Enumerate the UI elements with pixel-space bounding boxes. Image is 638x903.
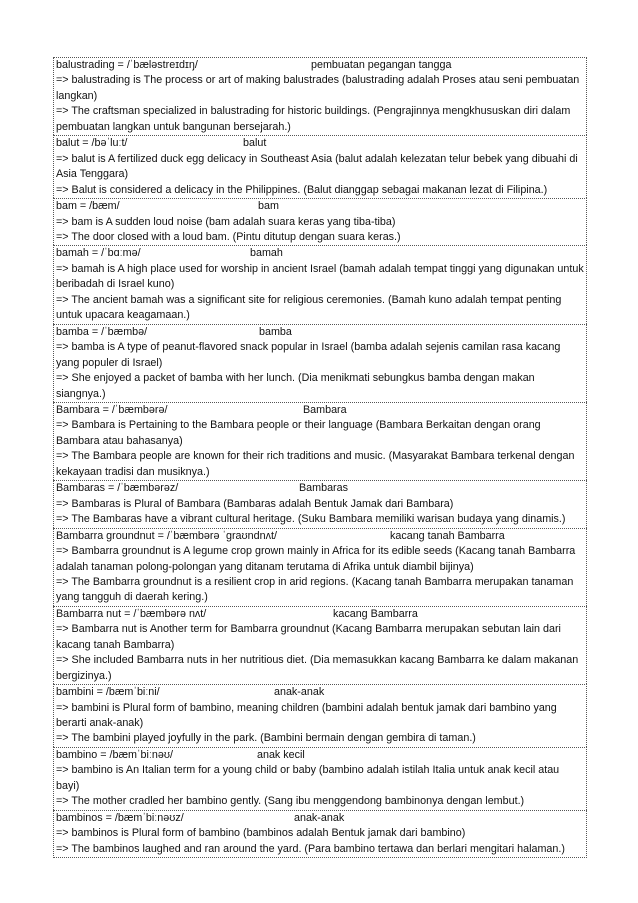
- definition: => Bambara is Pertaining to the Bambara people or their language (Bambara Berkaitan dengan orang Bambara atau bahasanya): [56, 419, 541, 447]
- dictionary-entry: [53, 606, 587, 684]
- translation: bam: [258, 200, 279, 213]
- headword: bambinos = /bæmˈbiːnəʊz/: [56, 811, 184, 824]
- headword: bamah = /ˈbɑːmə/: [56, 247, 141, 260]
- translation: Bambaras: [299, 482, 348, 495]
- headword: balut = /bəˈluːt/: [56, 137, 128, 150]
- definition: => balut is A fertilized duck egg delicacy in Southeast Asia (balut adalah kelezatan telur bebek yang dibuahi di Asia Tenggara): [56, 152, 578, 181]
- dictionary-entry: [53, 324, 587, 402]
- definition: => Bambaras is Plural of Bambara (Bambaras adalah Bentuk Jamak dari Bambara): [56, 497, 454, 510]
- dictionary-entry: [53, 684, 587, 747]
- example-sentence: => The Bambaras have a vibrant cultural heritage. (Suku Bambara memiliki warisan budaya yang dinamis.): [56, 513, 566, 526]
- translation: bamba: [259, 325, 292, 338]
- translation: anak-anak: [274, 686, 325, 699]
- dictionary-entry: [53, 198, 587, 245]
- headword: bambini = /bæmˈbiːni/: [56, 686, 160, 699]
- translation: anak-anak: [294, 811, 345, 824]
- headword: Bambarra groundnut = /ˈbæmbərə ˈɡraʊndnʌt/: [56, 529, 277, 542]
- translation: Bambara: [303, 403, 347, 416]
- example-sentence: => She enjoyed a packet of bamba with her lunch. (Dia menikmati sebungkus bamba dengan makan siangnya.): [56, 372, 535, 400]
- example-sentence: => The Bambarra groundnut is a resilient crop in arid regions. (Kacang tanah Bambarra merupakan tanaman yang tangguh di daerah kering.): [56, 575, 574, 604]
- definition: => Bambarra groundnut is A legume crop grown mainly in Africa for its edible seeds (Kacang tanah Bambarra adalah tanaman polong-polongan yang ditanam terutama di Afrika untuk diambil bijinya): [56, 545, 576, 573]
- example-sentence: => The Bambara people are known for their rich traditions and music. (Masyarakat Bambara terkenal dengan kekayaan tradisi dan musiknya.): [56, 450, 575, 478]
- dictionary-entry: [53, 480, 587, 527]
- example-sentence: => The craftsman specialized in balustrading for historic buildings. (Pengrajinnya mengkhususkan diri dalam pembuatan langkan untuk bangunan bersejarah.): [56, 105, 571, 133]
- definition: => bambino is An Italian term for a young child or baby (bambino adalah istilah Italia untuk anak kecil atau bayi): [56, 764, 560, 792]
- headword: Bambarra nut = /ˈbæmbərə nʌt/: [56, 607, 207, 620]
- example-sentence: => The bambinos laughed and ran around the yard. (Para bambino tertawa dan berlari mengitari halaman.): [56, 842, 565, 855]
- headword: balustrading = /ˈbæləstreɪdɪŋ/: [56, 59, 198, 71]
- headword: bamba = /ˈbæmbə/: [56, 325, 148, 338]
- headword: bam = /bæm/: [56, 200, 120, 213]
- translation: bamah: [250, 247, 283, 260]
- translation: pembuatan pegangan tangga: [311, 59, 452, 71]
- definition: => bambini is Plural form of bambino, meaning children (bambini adalah bentuk jamak dari bambino yang berarti anak-anak): [56, 701, 557, 730]
- example-sentence: => The mother cradled her bambino gently. (Sang ibu menggendong bambinonya dengan lembut.): [56, 795, 525, 808]
- definition: => bambinos is Plural form of bambino (bambinos adalah Bentuk jamak dari bambino): [56, 827, 466, 840]
- example-sentence: => The bambini played joyfully in the park. (Bambini bermain dengan gembira di taman.): [56, 732, 476, 745]
- example-sentence: => She included Bambarra nuts in her nutritious diet. (Dia memasukkan kacang Bambarra ke dalam makanan bergizinya.): [56, 654, 579, 682]
- translation: balut: [243, 137, 267, 150]
- dictionary-entry: [53, 810, 587, 858]
- dictionary-entry: [53, 402, 587, 480]
- translation: anak kecil: [257, 748, 305, 761]
- headword: Bambaras = /ˈbæmbərəz/: [56, 482, 179, 495]
- translation: kacang tanah Bambarra: [390, 529, 505, 542]
- definition: => balustrading is The process or art of making balustrades (balustrading adalah Proses atau seni pembuatan langkan): [56, 74, 580, 102]
- dictionary-entry: [53, 57, 587, 135]
- definition: => Bambarra nut is Another term for Bambarra groundnut (Kacang Bambarra merupakan sebutan lain dari kacang tanah Bambarra): [56, 623, 561, 651]
- example-sentence: => The door closed with a loud bam. (Pintu ditutup dengan suara keras.): [56, 230, 401, 243]
- dictionary-entry: [53, 245, 587, 323]
- dictionary-entry: [53, 747, 587, 810]
- headword: bambino = /bæmˈbiːnəʊ/: [56, 748, 173, 761]
- definition: => bamah is A high place used for worship in ancient Israel (bamah adalah tempat tinggi yang digunakan untuk beribadah di Israel kuno): [56, 262, 584, 291]
- example-sentence: => The ancient bamah was a significant site for religious ceremonies. (Bamah kuno adalah tempat penting untuk upacara keagamaan.): [56, 293, 562, 322]
- dictionary-entry: [53, 528, 587, 606]
- translation: kacang Bambarra: [333, 607, 418, 620]
- definition: => bamba is A type of peanut-flavored snack popular in Israel (bamba adalah sejenis camilan rasa kacang yang populer di Israel): [56, 341, 561, 369]
- headword: Bambara = /ˈbæmbərə/: [56, 403, 168, 416]
- dictionary-page: [53, 57, 587, 858]
- definition: => bam is A sudden loud noise (bam adalah suara keras yang tiba-tiba): [56, 215, 396, 228]
- dictionary-entry: [53, 135, 587, 198]
- example-sentence: => Balut is considered a delicacy in the Philippines. (Balut dianggap sebagai makanan lezat di Filipina.): [56, 183, 548, 196]
